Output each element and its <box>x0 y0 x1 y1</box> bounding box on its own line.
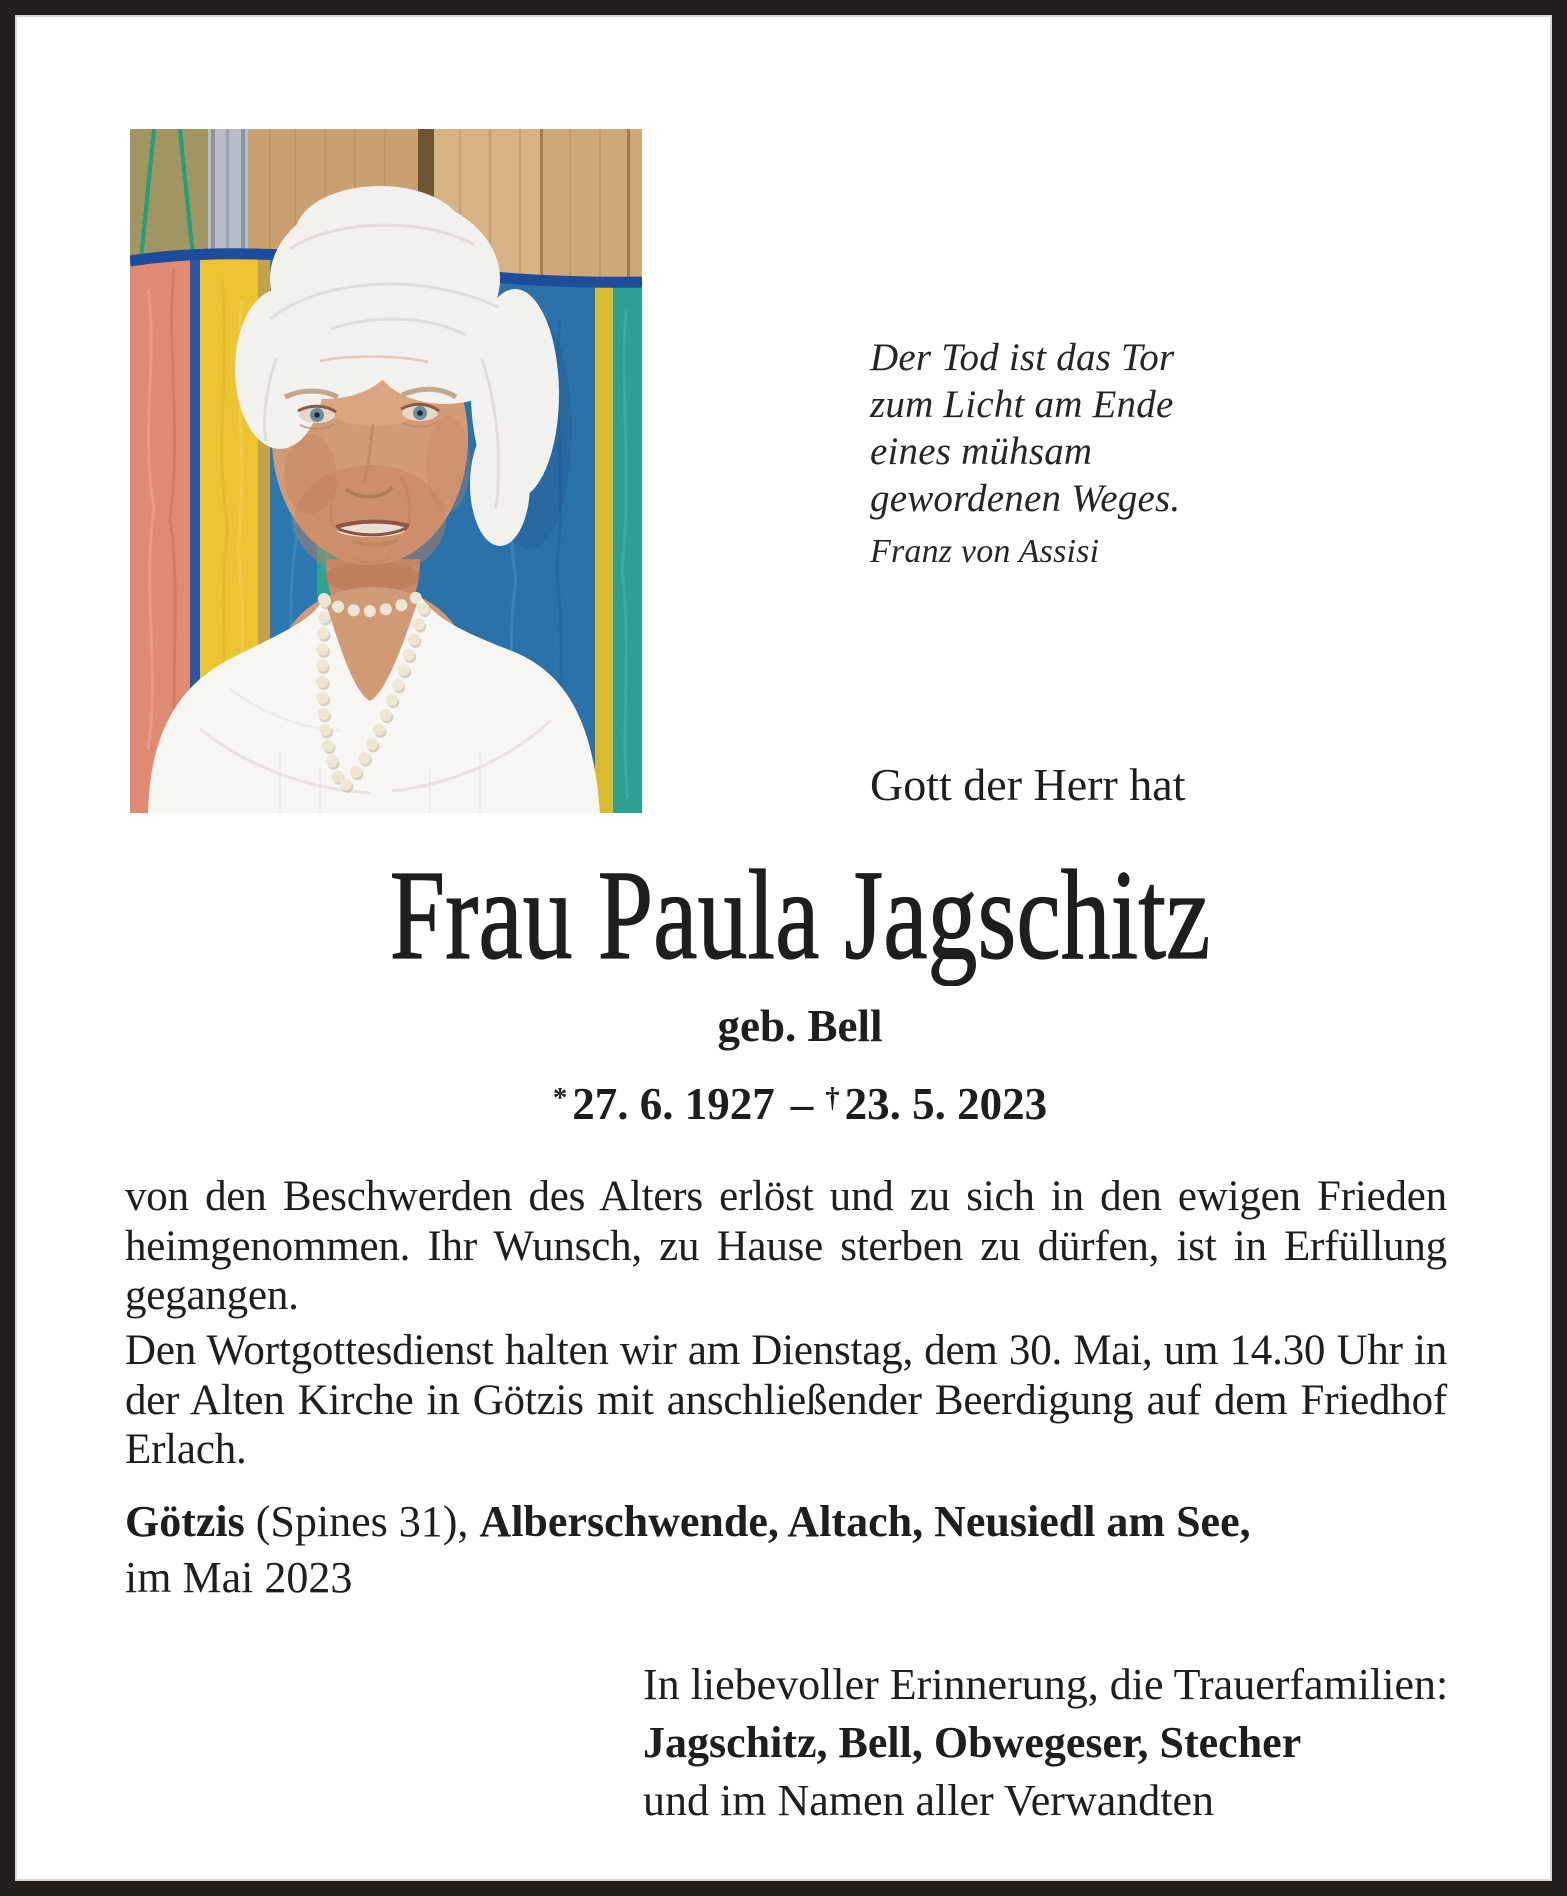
quote-line: zum Licht am Ende <box>870 383 1174 426</box>
deceased-name: Frau Paula Jagschitz <box>389 844 1211 986</box>
quote-line: Der Tod ist das Tor <box>870 336 1175 379</box>
cheek-shadow-right <box>426 416 470 512</box>
intro-line: Gott der Herr hat <box>870 759 1186 810</box>
quote-attribution: Franz von Assisi <box>870 533 1100 570</box>
family-names: Jagschitz, Bell, Obwegeser, Stecher <box>643 1718 1302 1767</box>
pupil-left <box>314 412 320 418</box>
places-block <box>125 1494 1465 1606</box>
places-line <box>125 1494 1465 1550</box>
announcement-paragraph: von den Beschwerden des Alters erlöst und zu sich in den ewigen Frieden heimgenommen. Ihr Wunsch, zu Hause sterben zu dürfen, ist in Erfüllung gegangen. <box>125 1173 1447 1319</box>
closing-block <box>643 1656 1448 1830</box>
death-symbol: † <box>825 1081 840 1114</box>
wood-seam-2 <box>627 129 630 294</box>
stripe-gold <box>595 239 613 813</box>
closing-intro: In liebevoller Erinnerung, die Trauerfamilien: <box>643 1660 1449 1709</box>
pupil-right <box>417 410 423 416</box>
death-date: 23. 5. 2023 <box>844 1079 1048 1129</box>
quote-line: eines mühsam <box>870 430 1093 473</box>
portrait-photo-scene <box>130 129 642 813</box>
place-address: (Spines 31), <box>255 1497 469 1546</box>
life-dates <box>110 1078 1490 1130</box>
places-others: Alberschwende, Altach, Neusiedl am See, <box>479 1497 1251 1546</box>
birth-symbol: * <box>552 1081 568 1114</box>
service-paragraph: Den Wortgottesdienst halten wir am Dienstag, dem 30. Mai, um 14.30 Uhr in der Alten Kirche in Götzis mit anschließender Beerdigung auf dem Friedhof Erlach. <box>125 1327 1447 1473</box>
stripe-teal-right <box>613 239 642 813</box>
quote-block <box>870 334 1180 572</box>
quote-line: gewordenen Weges. <box>870 477 1181 520</box>
maiden-name: geb. Bell <box>717 1001 883 1051</box>
place-primary: Götzis <box>125 1497 245 1546</box>
closing-outro: und im Namen aller Verwandten <box>643 1776 1215 1825</box>
dates-separator: – <box>790 1079 814 1129</box>
wood-seam <box>540 129 543 294</box>
portrait-photo <box>130 129 642 813</box>
month-line: im Mai 2023 <box>125 1553 353 1602</box>
birth-date: 27. 6. 1927 <box>572 1079 775 1129</box>
